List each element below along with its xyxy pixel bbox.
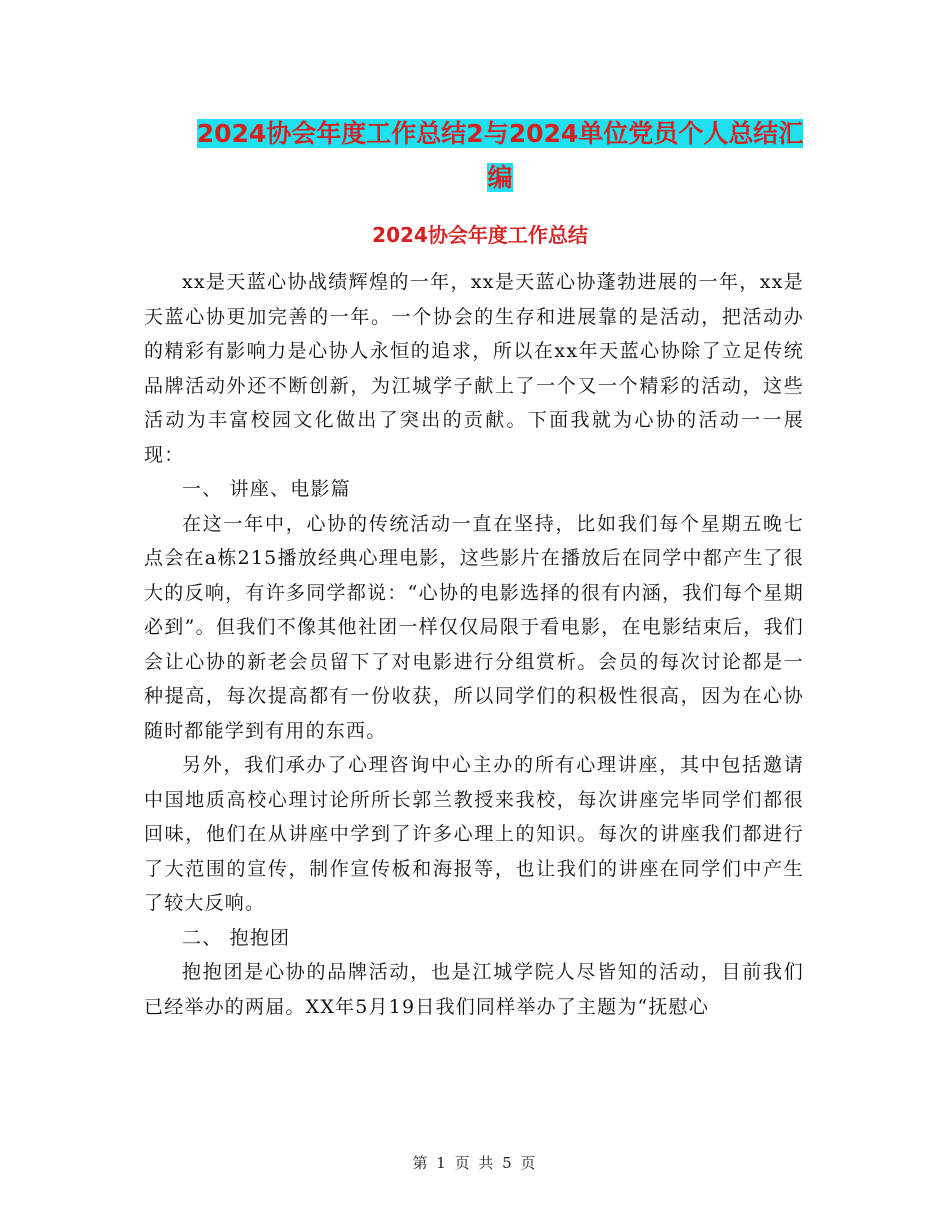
heading-hug-group: 二、 抱抱团 <box>182 926 291 949</box>
document-title <box>140 112 860 200</box>
document-title-line1: 2024协会年度工作总结2与2024单位党员个人总结汇 <box>196 119 804 148</box>
paragraph-intro: xx是天蓝心协战绩辉煌的一年，xx是天蓝心协蓬勃进展的一年，xx是天蓝心协更加完善的一年。一个协会的生存和进展靠的是活动，把活动办的精彩有影响力是心协人永恒的追求，所以在xx年天蓝心协除了立足传统品牌活动外还不断创新，为江城学子献上了一个又一个精彩的活动，这些活动为丰富校园文化做出了突出的贡献。下面我就为心协的活动一一展现： <box>144 271 804 466</box>
paragraph-lectures: 另外，我们承办了心理咨询中心主办的所有心理讲座，其中包括邀请中国地质高校心理讨论所所长郭兰教授来我校，每次讲座完毕同学们都很回味，他们在从讲座中学到了许多心理上的知识。每次的讲座我们都进行了大范围的宣传，制作宣传板和海报等，也让我们的讲座在同学们中产生了较大反响。 <box>144 754 804 914</box>
section-title: 2024协会年度工作总结 <box>372 223 588 247</box>
page-number-footer: 第 1 页 共 5 页 <box>412 1154 538 1172</box>
document-body <box>144 265 804 1024</box>
paragraph-hug-group: 抱抱团是心协的品牌活动，也是江城学院人尽皆知的活动，目前我们已经举办的两届。XX年5月19日我们同样举办了主题为“抚慰心 <box>144 961 804 1018</box>
document-title-line2: 编 <box>487 163 513 192</box>
heading-lectures-movies: 一、 讲座、电影篇 <box>182 478 351 500</box>
paragraph-movies: 在这一年中，心协的传统活动一直在坚持，比如我们每个星期五晚七点会在a栋215播放经典心理电影，这些影片在播放后在同学中都产生了很大的反响，有许多同学都说：“心协的电影选择的很有内涵，我们每个星期必到”。但我们不像其他社团一样仅仅局限于看电影，在电影结束后，我们会让心协的新老会员留下了对电影进行分组赏析。会员的每次讨论都是一种提高，每次提高都有一份收获，所以同学们的积极性很高，因为在心协随时都能学到有用的东西。 <box>144 512 804 742</box>
